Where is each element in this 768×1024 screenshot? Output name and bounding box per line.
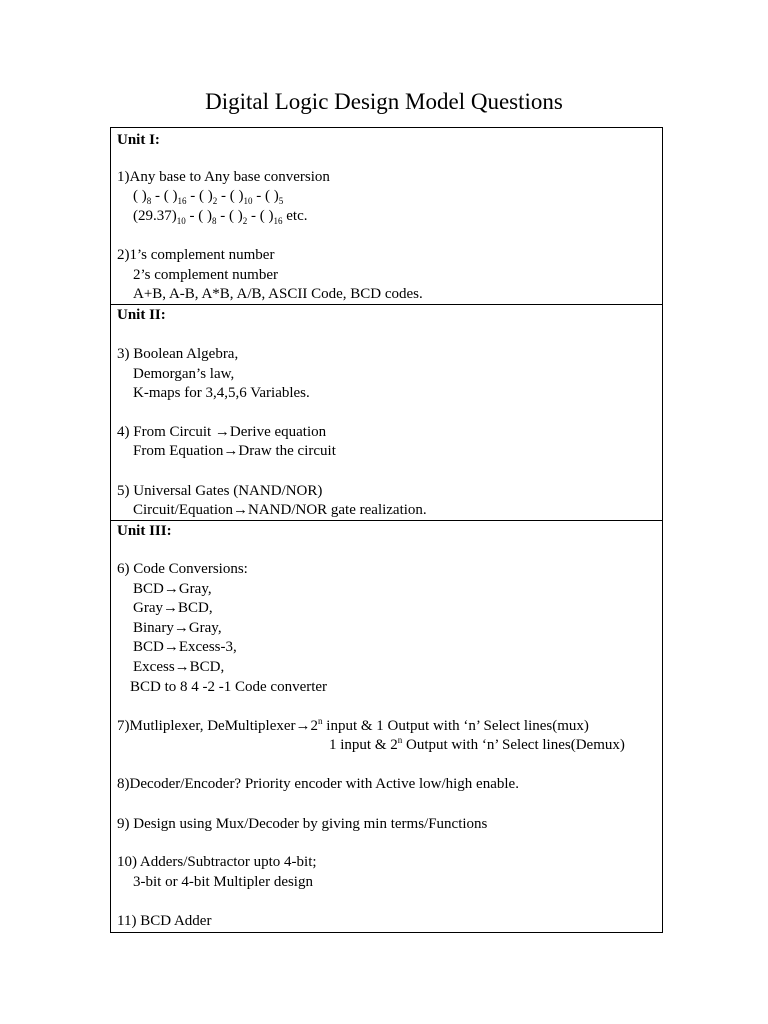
question-6-item: Excess→BCD,	[133, 659, 225, 675]
question-6: 6) Code Conversions:	[117, 561, 248, 577]
question-1-line-2: ( )$_8$ - ( )$_{16}$ - ( )$_2$ - ( )$_{10}$ - ( )$_5$	[133, 188, 284, 206]
question-7: 7)Mutliplexer, $DeMultiplexer\to 2^n$ input & 1 Output with ‘n’ Select lines(mux)	[117, 716, 589, 734]
unit-2-section	[110, 304, 663, 521]
question-2: 2)1’s complement number	[117, 247, 275, 263]
question-6-last: BCD to 8 4 -2 -1 Code converter	[130, 679, 328, 695]
question-8: 8)Decoder/Encoder? Priority encoder with Active low/high enable.	[117, 776, 519, 792]
question-9: 9) Design using Mux/Decoder by giving min terms/Functions	[117, 816, 488, 832]
unit-3-section	[110, 520, 663, 933]
question-10: 10) Adders/Subtractor upto 4-bit;	[117, 854, 317, 870]
question-3-line-3: K-maps for 3,4,5,6 Variables.	[133, 385, 310, 401]
unit-1-section	[110, 127, 663, 305]
question-2-line-3: A+B, A-B, A*B, A/B, ASCII Code, BCD codes.	[133, 286, 423, 302]
question-3: 3) Boolean Algebra,	[117, 346, 239, 362]
question-7-line-2: 1 input & 2$^n$ Output with ‘n’ Select lines(Demux)	[329, 735, 625, 753]
question-6-item: Gray→BCD,	[133, 600, 213, 616]
question-3-line-2: Demorgan’s law,	[133, 366, 235, 382]
question-10-line-2: 3-bit or 4-bit Multipler design	[133, 874, 313, 890]
question-11: 11) BCD Adder	[117, 913, 212, 929]
page-title: Digital Logic Design Model Questions	[205, 89, 563, 114]
unit-1-heading: Unit I:	[117, 132, 160, 148]
question-1: 1)Any base to Any base conversion	[117, 169, 330, 185]
question-4-line-2: From Equation→Draw the circuit	[133, 443, 336, 459]
question-6-item: BCD→Gray,	[133, 581, 212, 597]
question-4: 4) From Circuit →Derive equation	[117, 424, 327, 440]
question-5: 5) Universal Gates (NAND/NOR)	[117, 483, 323, 499]
question-6-item: BCD→Excess-3,	[133, 639, 237, 655]
question-1-line-3: $(29.37)_{10}$ - ( )$_8$ - ( )$_2$ - ( )$_{16}$ etc.	[133, 208, 308, 226]
question-6-item: Binary→Gray,	[133, 620, 222, 636]
unit-3-heading: Unit III:	[117, 523, 172, 539]
unit-2-heading: Unit II:	[117, 307, 166, 323]
question-5-line-2: Circuit/Equation→NAND/NOR gate realization.	[133, 502, 427, 518]
question-2-line-2: 2’s complement number	[133, 267, 278, 283]
